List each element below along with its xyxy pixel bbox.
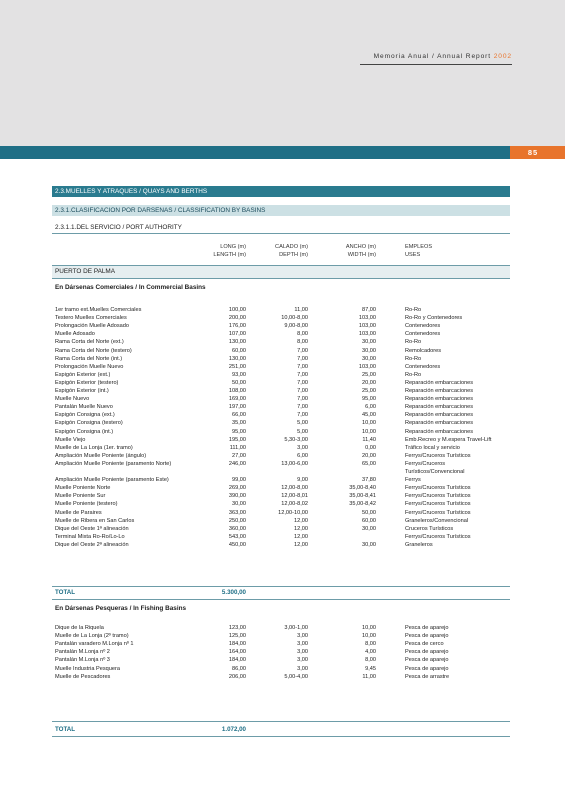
berth-width: 25,00 <box>362 371 376 378</box>
berth-name: Muelle Poniente Sur <box>55 493 106 500</box>
berth-width: 10,00 <box>362 420 376 427</box>
berth-width: 25,00 <box>362 388 376 394</box>
berth-length: 269,00 <box>228 485 246 492</box>
berth-name: Pantalán M.Lonja nº 3 <box>55 657 110 664</box>
berth-width: 8,00 <box>365 657 376 664</box>
table-row <box>0 428 565 436</box>
berth-name: Ampliación Muelle Poniente (ángulo) <box>55 452 147 459</box>
berth-width: 103,00 <box>358 331 376 338</box>
table-row <box>0 379 565 387</box>
berth-width: 6,00 <box>365 404 376 411</box>
berth-use: Ferrys/Cruceros Turísticos <box>405 501 471 508</box>
table-row <box>0 411 565 419</box>
berth-name: Rama Corta del Norte (ext.) <box>55 339 124 346</box>
table-row <box>0 419 565 427</box>
berth-width: 30,00 <box>362 541 376 548</box>
table-row <box>0 444 565 452</box>
berth-use: Turísticos/Convencional <box>405 469 465 475</box>
table-row <box>0 541 565 549</box>
table-row <box>0 484 565 492</box>
berth-name: Muelle Poniente (testero) <box>55 501 118 508</box>
berth-name: Ampliación Muelle Poniente (paramento Norte) <box>55 460 172 467</box>
berth-depth: 5,00-4,00 <box>284 673 308 680</box>
berth-depth: 5,30-3,00 <box>284 436 308 443</box>
berth-name: Rama Corta del Norte (int.) <box>55 355 123 362</box>
berth-length: 200,00 <box>228 315 246 322</box>
berth-length: 390,00 <box>228 493 246 500</box>
section-heading-port-authority: 2.3.1.1.DEL SERVICIO / PORT AUTHORITY <box>55 224 182 231</box>
berth-length: 184,00 <box>228 641 246 648</box>
berth-length: 111,00 <box>229 444 246 451</box>
berth-use: Emb.Recreo y M.espera Travel-Lift <box>405 436 492 443</box>
commercial-total-label: TOTAL <box>55 589 76 596</box>
berth-depth: 7,00 <box>297 355 308 362</box>
berth-depth: 7,00 <box>297 379 308 386</box>
berth-width: 103,00 <box>358 323 376 330</box>
berth-width: 35,00-8,41 <box>349 493 376 500</box>
berth-use: Pesca de aparejo <box>405 625 449 631</box>
berth-use: Graneleros/Convencional <box>405 517 469 524</box>
berth-name: Espigón Exterior (testero) <box>55 379 119 386</box>
berth-use: Reparación embarcaciones <box>405 420 474 427</box>
table-row <box>0 517 565 525</box>
berth-width: 8,00 <box>365 641 376 648</box>
berth-use: Pesca de aparejo <box>405 633 449 640</box>
divider <box>52 599 510 600</box>
berth-length: 184,00 <box>228 657 246 664</box>
table-row <box>0 640 565 648</box>
berth-name: Espigón Consigna (testero) <box>55 420 123 427</box>
berth-name: Muelle Nuevo <box>55 396 90 403</box>
table-row <box>0 468 565 476</box>
berth-length: 363,00 <box>228 509 246 516</box>
berth-width: 103,00 <box>358 315 376 322</box>
berth-length: 360,00 <box>228 525 246 532</box>
berth-name: Muelle Industria Pesquera <box>55 665 120 672</box>
table-row <box>0 403 565 411</box>
berth-depth: 7,00 <box>297 404 308 411</box>
berth-use: Ferrys/Cruceros Turísticos <box>405 452 471 459</box>
berth-name: Muelle de Ribera en San Carlos <box>55 517 135 524</box>
berth-use: Ferrys/Cruceros <box>405 460 446 467</box>
berth-depth: 13,00-6,00 <box>281 460 308 467</box>
berth-length: 130,00 <box>228 339 246 346</box>
berth-name: Espigón Consigna (ext.) <box>55 412 115 419</box>
table-row <box>0 656 565 664</box>
divider <box>52 278 510 279</box>
berth-depth: 12,00 <box>294 517 308 524</box>
berth-name: Testero Muelles Comerciales <box>55 315 127 322</box>
table-row <box>0 347 565 355</box>
berth-length: 450,00 <box>228 541 246 548</box>
berth-length: 35,00 <box>232 420 246 427</box>
table-row <box>0 665 565 673</box>
berth-width: 60,00 <box>362 517 376 524</box>
berth-length: 30,00 <box>232 501 246 508</box>
berth-depth: 11,00 <box>294 307 308 313</box>
berth-length: 95,00 <box>232 428 246 435</box>
berth-use: Ro-Ro <box>405 355 422 362</box>
berth-width: 65,00 <box>362 460 376 467</box>
berth-use: Pesca de arrastre <box>405 673 450 680</box>
column-header-uses: EMPLEOS USES <box>405 244 433 258</box>
berth-depth: 3,00 <box>297 633 308 640</box>
berth-width: 11,40 <box>362 436 376 443</box>
berth-length: 206,00 <box>228 673 246 680</box>
berth-width: 20,00 <box>362 379 376 386</box>
berth-length: 250,00 <box>228 517 246 524</box>
divider <box>52 233 510 234</box>
berth-width: 30,00 <box>362 525 376 532</box>
berth-width: 0,00 <box>365 444 376 451</box>
berth-depth: 3,00 <box>297 649 308 656</box>
column-header-width: ANCHO (m) WIDTH (m) <box>345 244 376 258</box>
berth-width: 30,00 <box>362 339 376 346</box>
berth-use: Ferrys/Cruceros Turísticos <box>405 509 471 516</box>
berth-name: Pantalán Muelle Nuevo <box>55 404 113 411</box>
table-row <box>0 525 565 533</box>
table-row <box>0 509 565 517</box>
table-row <box>0 624 565 632</box>
berth-length: 543,00 <box>228 533 246 540</box>
table-row <box>0 648 565 656</box>
berth-width: 30,00 <box>362 355 376 362</box>
berth-width: 45,00 <box>362 412 376 419</box>
divider <box>52 736 510 737</box>
berth-name: Rama Corta del Norte (testero) <box>55 347 132 354</box>
berth-depth: 7,00 <box>297 388 308 394</box>
table-row <box>0 330 565 338</box>
commercial-basins-heading: En Dársenas Comerciales / In Commercial Basins <box>55 284 206 291</box>
berth-use: Contenedores <box>405 331 441 338</box>
berth-length: 123,00 <box>228 625 246 631</box>
table-row <box>0 322 565 330</box>
berth-depth: 7,00 <box>297 363 308 370</box>
berth-use: Ferrys/Cruceros Turísticos <box>405 493 471 500</box>
section-heading-quays: 2.3.MUELLES Y ATRAQUES / QUAYS AND BERTHS <box>52 186 510 197</box>
table-row <box>0 355 565 363</box>
berth-length: 130,00 <box>228 355 246 362</box>
berth-depth: 12,00-8,01 <box>281 493 308 500</box>
fishing-total-value: 1.072,00 <box>221 726 246 733</box>
berth-depth: 7,00 <box>297 371 308 378</box>
berth-depth: 3,00 <box>297 657 308 664</box>
berth-use: Ro-Ro y Contenedores <box>405 315 463 322</box>
berth-length: 50,00 <box>232 379 246 386</box>
berth-width: 10,00 <box>362 428 376 435</box>
table-row <box>0 314 565 322</box>
berth-use: Ro-Ro <box>405 307 422 313</box>
berth-length: 60,00 <box>232 347 246 354</box>
berth-use: Graneleros <box>405 541 433 548</box>
berth-use: Remolcadores <box>405 347 442 354</box>
report-year: 2002 <box>493 53 512 60</box>
berth-width: 35,00-8,42 <box>349 501 376 508</box>
berth-width: 10,00 <box>362 625 376 631</box>
table-row <box>0 460 565 468</box>
berth-length: 86,00 <box>232 665 246 672</box>
table-row <box>0 306 565 314</box>
divider <box>52 721 510 722</box>
berth-width: 37,80 <box>362 477 376 484</box>
berth-width: 50,00 <box>362 509 376 516</box>
berth-width: 10,00 <box>362 633 376 640</box>
berth-use: Cruceros Turísticos <box>405 525 454 532</box>
fishing-total-label: TOTAL <box>55 726 76 733</box>
divider <box>52 586 510 587</box>
berth-name: Prolongación Muelle Adosado <box>55 323 130 330</box>
berth-name: Terminal Mixta Ro-Ro/Lo-Lo <box>55 533 125 540</box>
berth-depth: 8,00 <box>297 339 308 346</box>
berth-name: Muelle de Pescadores <box>55 673 111 680</box>
berth-use: Contenedores <box>405 363 441 370</box>
berth-depth: 7,00 <box>297 412 308 419</box>
berth-width: 35,00-8,40 <box>349 485 376 492</box>
berth-name: Prolongación Muelle Nuevo <box>55 363 124 370</box>
berth-name: Espigón Exterior (int.) <box>55 388 109 394</box>
berth-name: Dique del Oeste 1ª alineación <box>55 525 129 532</box>
berth-depth: 12,00 <box>294 541 308 548</box>
page-number: 85 <box>527 148 539 157</box>
section-heading-basins: 2.3.1.CLASIFICACION POR DARSENAS / CLASSIFICATION BY BASINS <box>52 205 510 216</box>
table-row <box>0 673 565 681</box>
berth-length: 108,00 <box>228 388 246 394</box>
berth-name: Pantalán varadero M.Lonja nº 1 <box>55 641 134 648</box>
berth-use: Ferrys <box>405 477 421 484</box>
column-header-length: LONG (m) LENGTH (m) <box>213 244 246 258</box>
berth-width: 11,00 <box>362 673 376 680</box>
berth-name: 1er tramo ext.Muelles Comerciales <box>55 307 142 313</box>
berth-width: 20,00 <box>362 452 376 459</box>
table-row <box>0 476 565 484</box>
table-row <box>0 338 565 346</box>
berth-width: 95,00 <box>362 396 376 403</box>
berth-length: 176,00 <box>228 323 246 330</box>
port-name: PUERTO DE PALMA <box>52 266 510 278</box>
berth-depth: 10,00-8,00 <box>281 315 308 322</box>
berth-length: 169,00 <box>228 396 246 403</box>
report-title: Memoria Anual / Annual Report 2002 <box>373 53 512 60</box>
berth-length: 99,00 <box>232 477 246 484</box>
table-row <box>0 395 565 403</box>
berth-name: Pantalán M.Lonja nº 2 <box>55 649 110 656</box>
berth-width: 87,00 <box>362 307 376 313</box>
berth-depth: 3,00-1,00 <box>284 625 308 631</box>
berth-use: Tráfico local y servicio <box>405 444 460 451</box>
berth-length: 125,00 <box>228 633 246 640</box>
berth-use: Reparación embarcaciones <box>405 379 474 386</box>
table-row <box>0 533 565 541</box>
berth-depth: 3,00 <box>297 665 308 672</box>
berth-use: Pesca de cerco <box>405 641 444 648</box>
commercial-total-value: 5.300,00 <box>221 589 246 596</box>
berth-depth: 12,00-8,00 <box>281 485 308 492</box>
table-row <box>0 500 565 508</box>
berth-use: Ferrys/Cruceros Turísticos <box>405 533 471 540</box>
header-background <box>0 0 565 146</box>
table-row <box>0 452 565 460</box>
berth-name: Muelle Poniente Norte <box>55 485 111 492</box>
berth-depth: 12,00 <box>294 533 308 540</box>
berth-use: Pesca de aparejo <box>405 657 449 664</box>
berth-depth: 7,00 <box>297 396 308 403</box>
berth-length: 27,00 <box>232 452 246 459</box>
berth-depth: 3,00 <box>297 444 308 451</box>
berth-name: Muelle de Paraires <box>55 509 102 516</box>
berth-use: Ro-Ro <box>405 339 422 346</box>
berth-length: 251,00 <box>228 363 246 370</box>
berth-depth: 5,00 <box>297 420 308 427</box>
berth-length: 100,00 <box>228 307 246 313</box>
table-row <box>0 632 565 640</box>
table-row <box>0 436 565 444</box>
berth-width: 4,00 <box>365 649 376 656</box>
berth-depth: 8,00 <box>297 331 308 338</box>
berth-use: Contenedores <box>405 323 441 330</box>
berth-length: 107,00 <box>228 331 246 338</box>
berth-depth: 9,00-8,00 <box>284 323 308 330</box>
berth-name: Muelle Adosado <box>55 331 95 338</box>
berth-name: Espigón Exterior (ext.) <box>55 371 111 378</box>
berth-use: Ferrys/Cruceros Turísticos <box>405 485 471 492</box>
column-header-depth: CALADO (m) DEPTH (m) <box>275 244 308 258</box>
berth-name: Espigón Consigna (int.) <box>55 428 114 435</box>
berth-use: Reparación embarcaciones <box>405 388 474 394</box>
berth-depth: 9,00 <box>297 477 308 484</box>
berth-name: Dique del Oeste 2ª alineación <box>55 541 129 548</box>
berth-use: Reparación embarcaciones <box>405 404 474 411</box>
berth-length: 195,00 <box>228 436 246 443</box>
berth-depth: 5,00 <box>297 428 308 435</box>
berth-name: Muelle Viejo <box>55 436 86 443</box>
table-row <box>0 387 565 395</box>
berth-length: 93,00 <box>232 371 246 378</box>
berth-width: 9,45 <box>365 665 376 672</box>
berth-use: Ro-Ro <box>405 371 422 378</box>
header-rule <box>360 64 512 65</box>
table-row <box>0 363 565 371</box>
berth-length: 164,00 <box>228 649 246 656</box>
fishing-basins-heading: En Dársenas Pesqueras / In Fishing Basins <box>55 605 187 612</box>
berth-name: Muelle de La Lonja (2º tramo) <box>55 633 129 640</box>
color-band <box>0 146 510 159</box>
berth-length: 197,00 <box>228 404 246 411</box>
berth-name: Ampliación Muelle Poniente (paramento Este) <box>55 477 169 484</box>
berth-width: 30,00 <box>362 347 376 354</box>
berth-width: 103,00 <box>358 363 376 370</box>
berth-use: Pesca de aparejo <box>405 649 449 656</box>
berth-depth: 7,00 <box>297 347 308 354</box>
berth-length: 246,00 <box>228 460 246 467</box>
berth-use: Reparación embarcaciones <box>405 412 474 419</box>
berth-name: Dique de la Riquela <box>55 625 104 631</box>
berth-depth: 12,00-8,02 <box>281 501 308 508</box>
berth-use: Reparación embarcaciones <box>405 396 474 403</box>
berth-length: 66,00 <box>232 412 246 419</box>
berth-depth: 12,00 <box>294 525 308 532</box>
berth-depth: 3,00 <box>297 641 308 648</box>
berth-name: Muelle de La Lonja (1er. tramo) <box>55 444 133 451</box>
table-row <box>0 492 565 500</box>
table-row <box>0 371 565 379</box>
berth-depth: 6,00 <box>297 452 308 459</box>
berth-depth: 12,00-10,00 <box>278 509 308 516</box>
berth-use: Reparación embarcaciones <box>405 428 474 435</box>
berth-use: Pesca de aparejo <box>405 665 449 672</box>
